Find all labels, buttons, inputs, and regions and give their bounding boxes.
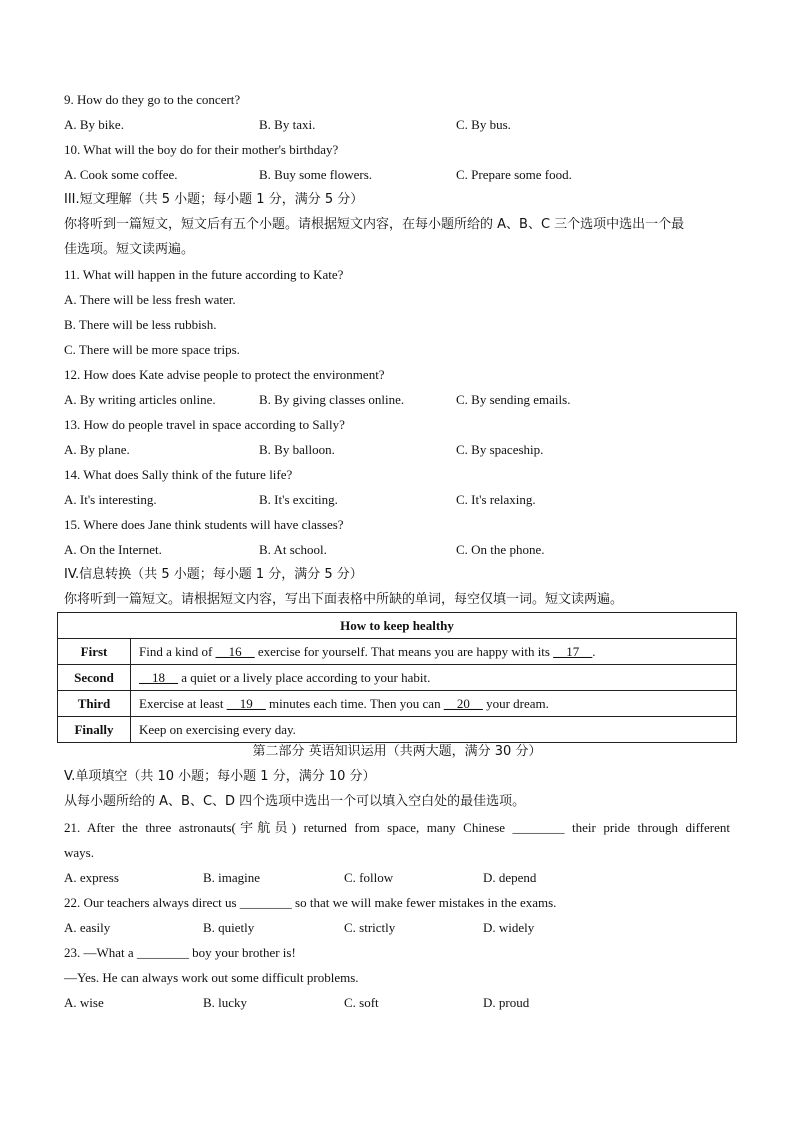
q21-option-d: D. depend [483, 870, 537, 885]
q15-option-c: C. On the phone. [456, 542, 545, 557]
q23-option-c: C. soft [344, 995, 379, 1010]
table-row [58, 717, 737, 743]
info-table [57, 612, 737, 743]
q15-option-b: B. At school. [259, 542, 327, 557]
q22-option-c: C. strictly [344, 920, 396, 935]
q13-option-b: B. By balloon. [259, 442, 335, 457]
row-text: Keep on exercising every day. [131, 717, 737, 743]
section-4-title: IV.信息转换（共 5 小题；每小题 1 分，满分 5 分） [64, 567, 363, 582]
section-5-instruction: 从每小题所给的 A、B、C、D 四个选项中选出一个可以填入空白处的最佳选项。 [64, 794, 526, 809]
q14-option-a: A. It's interesting. [64, 492, 157, 507]
q12-option-a: A. By writing articles online. [64, 392, 216, 407]
q15-option-a: A. On the Internet. [64, 542, 162, 557]
blank-19: __19__ [226, 695, 266, 711]
q21-option-b: B. imagine [203, 870, 261, 885]
q9-option-c: C. By bus. [456, 117, 511, 132]
row-text-part: minutes each time. Then you can [265, 695, 444, 711]
q10-option-a: A. Cook some coffee. [64, 167, 178, 182]
q14-option-b: B. It's exciting. [259, 492, 338, 507]
row-text [131, 639, 737, 665]
blank-20: __20__ [443, 695, 483, 711]
part-2-title: 第二部分 英语知识运用（共两大题，满分 30 分） [252, 744, 542, 759]
row-text-part: a quiet or a lively place according to your habit. [178, 669, 431, 685]
q22-option-d: D. widely [483, 920, 535, 935]
table-header: How to keep healthy [58, 613, 737, 639]
question-9-stem: 9. How do they go to the concert? [64, 92, 241, 107]
section-4-instruction: 你将听到一篇短文。请根据短文内容，写出下面表格中所缺的单词，每空仅填一词。短文读两遍。 [64, 592, 624, 607]
row-text-part: exercise for yourself. That means you are happy with its [254, 643, 554, 659]
q11-option-c: C. There will be more space trips. [64, 342, 240, 357]
row-text-part: your dream. [482, 695, 549, 711]
blank-17: __17__ [553, 643, 593, 659]
q21-option-a: A. express [64, 870, 119, 885]
question-23-stem-line1: 23. —What a ________ boy your brother is! [64, 945, 296, 960]
question-21-stem-line1: 21. After the three astronauts(宇航员) returned from space, many Chinese ________ their pride through different [64, 820, 730, 835]
row-text-part: Find a kind of [139, 643, 216, 659]
table-row [58, 639, 737, 665]
question-11-stem: 11. What will happen in the future according to Kate? [64, 267, 344, 282]
q11-option-a: A. There will be less fresh water. [64, 292, 236, 307]
q21-option-c: C. follow [344, 870, 394, 885]
blank-18: __18__ [139, 669, 178, 685]
q9-option-a: A. By bike. [64, 117, 124, 132]
q23-option-a: A. wise [64, 995, 104, 1010]
section-3-instruction-line1: 你将听到一篇短文，短文后有五个小题。请根据短文内容，在每小题所给的 A、B、C 三个选项中选出一个最 [64, 217, 685, 232]
question-15-stem: 15. Where does Jane think students will have classes? [64, 517, 344, 532]
row-text-part: . [592, 643, 596, 659]
q12-option-b: B. By giving classes online. [259, 392, 405, 407]
row-text [131, 691, 737, 717]
q9-option-b: B. By taxi. [259, 117, 316, 132]
question-22-stem: 22. Our teachers always direct us ________ so that we will make fewer mistakes in the exams. [64, 895, 557, 910]
blank-16: __16__ [215, 643, 255, 659]
q13-option-c: C. By spaceship. [456, 442, 544, 457]
section-3-instruction-line2: 佳选项。短文读两遍。 [64, 242, 195, 257]
table-row [58, 691, 737, 717]
question-10-stem: 10. What will the boy do for their mother's birthday? [64, 142, 339, 157]
row-text-part: Exercise at least [139, 695, 227, 711]
q23-option-b: B. lucky [203, 995, 248, 1010]
q12-option-c: C. By sending emails. [456, 392, 571, 407]
q11-option-b: B. There will be less rubbish. [64, 317, 217, 332]
row-text [131, 665, 737, 691]
question-21-stem-line2: ways. [64, 845, 94, 860]
q10-option-c: C. Prepare some food. [456, 167, 572, 182]
row-label: Finally [58, 717, 131, 743]
table-row [58, 665, 737, 691]
section-5-title: V.单项填空（共 10 小题；每小题 1 分，满分 10 分） [64, 769, 376, 784]
q22-option-a: A. easily [64, 920, 111, 935]
row-label: Second [58, 665, 131, 691]
question-23-stem-line2: —Yes. He can always work out some difficult problems. [64, 970, 359, 985]
question-13-stem: 13. How do people travel in space according to Sally? [64, 417, 345, 432]
q23-option-d: D. proud [483, 995, 530, 1010]
q10-option-b: B. Buy some flowers. [259, 167, 373, 182]
section-3-title: III.短文理解（共 5 小题；每小题 1 分，满分 5 分） [64, 192, 364, 207]
row-label: Third [58, 691, 131, 717]
q22-option-b: B. quietly [203, 920, 255, 935]
question-12-stem: 12. How does Kate advise people to protect the environment? [64, 367, 385, 382]
question-14-stem: 14. What does Sally think of the future life? [64, 467, 293, 482]
q14-option-c: C. It's relaxing. [456, 492, 536, 507]
row-label: First [58, 639, 131, 665]
q13-option-a: A. By plane. [64, 442, 130, 457]
